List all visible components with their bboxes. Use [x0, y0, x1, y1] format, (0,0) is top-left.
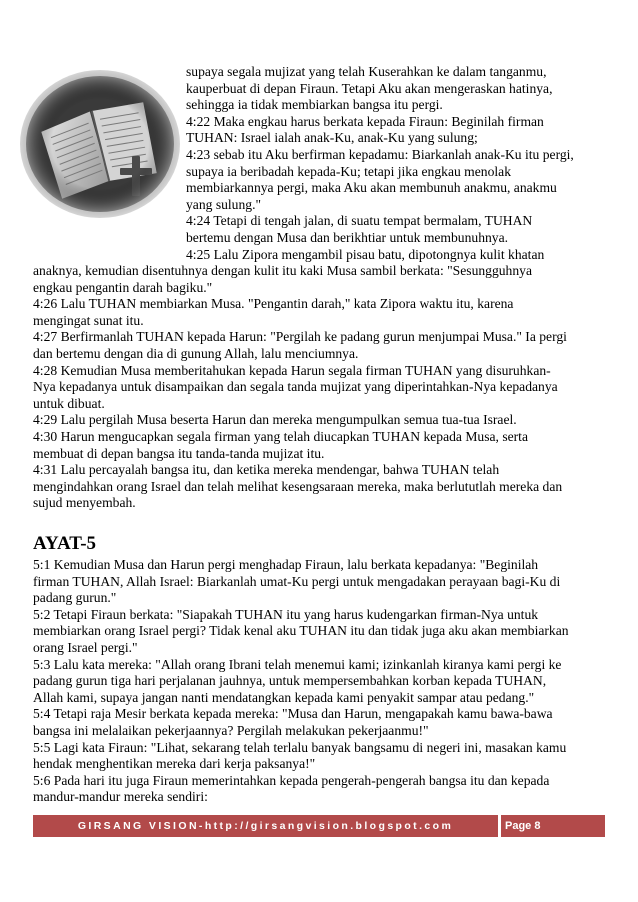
text-line: 4:29 Lalu pergilah Musa beserta Harun dan mereka mengumpulkan semua tua-tua Israel. — [33, 412, 517, 428]
text-line: mengingat sunat itu. — [33, 312, 144, 328]
text-line: 4:28 Kemudian Musa memberitahukan kepada Harun segala firman TUHAN yang disuruhkan- — [33, 362, 551, 378]
text-line: sujud menyembah. — [33, 495, 136, 511]
text-line: membiarkannya pergi, maka Aku akan membunuh anakmu, anakmu — [186, 180, 557, 196]
text-line: yang sulung." — [186, 196, 262, 212]
text-line: mandur-mandur mereka sendiri: — [33, 789, 208, 805]
text-line: 4:26 Lalu TUHAN membiarkan Musa. "Pengantin darah," kata Zipora waktu itu, karena — [33, 296, 514, 312]
text-line: anaknya, kemudian disentuhnya dengan kulit itu kaki Musa sambil berkata: "Sesungguhnya — [33, 263, 532, 278]
text-line: engkau pengantin darah bagiku." — [33, 279, 213, 295]
text-line: Nya kepadanya untuk disampaikan dan segala tanda mujizat yang diperintahkan-Nya kepadanya — [33, 379, 558, 395]
text-line: 5:3 Lalu kata mereka: "Allah orang Ibrani telah menemui kami; izinkanlah kiranya kami pergi ke — [33, 656, 562, 672]
text-line: 4:23 sebab itu Aku berfirman kepadamu: Biarkanlah anak-Ku itu pergi, — [186, 146, 574, 162]
text-line: padang gurun." — [33, 590, 117, 606]
text-line: bangsa ini melalaikan pekerjaannya? Pergilah melakukan pekerjaanmu!" — [33, 722, 429, 738]
mid-text-block — [33, 263, 611, 512]
text-line: 4:31 Lalu percayalah bangsa itu, dan ketika mereka mendengar, bahwa TUHAN telah — [33, 462, 500, 478]
text-line: sehingga ia tidak membiarkan bangsa itu pergi. — [186, 97, 443, 113]
text-line: kauperbuat di depan Firaun. Tetapi Aku akan mengeraskan hatinya, — [186, 80, 553, 96]
page-number: Page 8 — [501, 815, 605, 837]
text-line: firman TUHAN, Allah Israel: Biarkanlah umat-Ku pergi untuk mengadakan perayaan bagi-Ku di — [33, 573, 561, 589]
text-line: 5:2 Tetapi Firaun berkata: "Siapakah TUHAN itu yang harus kudengarkan firman-Nya untuk — [33, 606, 539, 622]
text-line: membiarkan orang Israel pergi? Tidak kenal aku TUHAN itu dan tidak juga aku akan membiarkan — [33, 623, 569, 639]
text-line: hendak menghentikan mereka dari kerja paksanya!" — [33, 756, 316, 772]
text-line: padang gurun tiga hari perjalanan jauhnya, untuk mempersembahkan korban kepada TUHAN, — [33, 673, 547, 689]
text-line: mengindahkan orang Israel dan telah melihat kesengsaraan mereka, maka berlututlah mereka dan — [33, 478, 563, 494]
text-line: 4:27 Berfirmanlah TUHAN kepada Harun: "Pergilah ke padang gurun menjumpai Musa." Ia pergi — [33, 329, 567, 345]
text-line: orang Israel pergi." — [33, 639, 138, 655]
top-text-block — [186, 64, 611, 263]
page-footer — [33, 813, 611, 839]
text-line: untuk dibuat. — [33, 395, 105, 411]
text-line: 4:25 Lalu Zipora mengambil pisau batu, dipotongnya kulit khatan — [186, 246, 545, 262]
bottom-text-block — [33, 557, 611, 806]
text-line: 4:22 Maka engkau harus berkata kepada Firaun: Beginilah firman — [186, 113, 544, 129]
text-line: 5:6 Pada hari itu juga Firaun memerintahkan kepada pengerah-pengerah bangsa itu dan kepada — [33, 772, 550, 788]
text-line: 4:24 Tetapi di tengah jalan, di suatu tempat bermalam, TUHAN — [186, 213, 533, 229]
open-bible-with-cross-photo — [20, 70, 180, 218]
text-line: 4:30 Harun mengucapkan segala firman yang telah diucapkan TUHAN kepada Musa, serta — [33, 428, 528, 444]
footer-site-text: GIRSANG VISION-http://girsangvision.blogspot.com — [33, 815, 498, 837]
text-line: membuat di depan bangsa itu tanda-tanda mujizat itu. — [33, 445, 325, 461]
text-line: supaya segala mujizat yang telah Kuserahkan ke dalam tanganmu, — [186, 64, 547, 79]
text-line: TUHAN: Israel ialah anak-Ku, anak-Ku yang sulung; — [186, 130, 478, 146]
text-line: dan bertemu dengan dia di gunung Allah, lalu menciumnya. — [33, 345, 359, 361]
text-line: bertemu dengan Musa dan berikhtiar untuk membunuhnya. — [186, 229, 509, 245]
section-heading: AYAT-5 — [33, 533, 97, 554]
text-line: 5:4 Tetapi raja Mesir berkata kepada mereka: "Musa dan Harun, mengapakah kamu bawa-bawa — [33, 706, 553, 722]
text-line: Allah kami, supaya jangan nanti mendatangkan kepada kami penyakit sampar atau pedang." — [33, 689, 535, 705]
text-line: 5:1 Kemudian Musa dan Harun pergi menghadap Firaun, lalu berkata kepadanya: "Beginilah — [33, 557, 539, 572]
text-line: 5:5 Lagi kata Firaun: "Lihat, sekarang telah terlalu banyak bangsamu di negeri ini, masakan kamu — [33, 739, 567, 755]
text-line: supaya ia beribadah kepada-Ku; tetapi jika engkau menolak — [186, 163, 511, 179]
